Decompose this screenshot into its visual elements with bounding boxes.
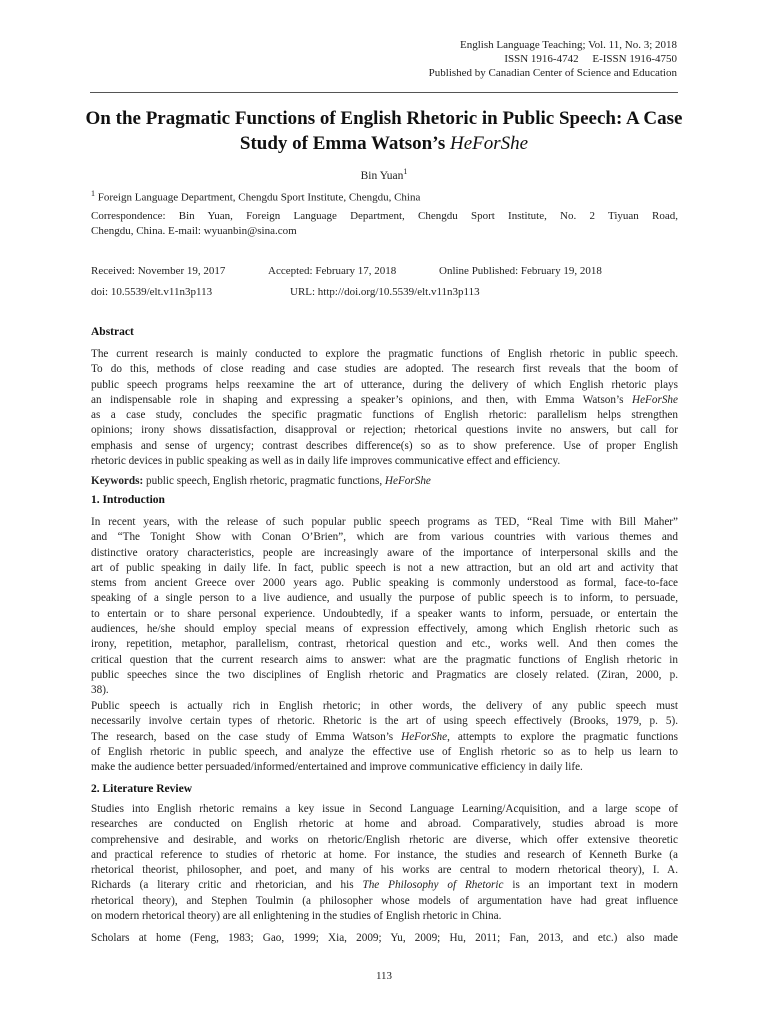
abstract-line: emphasis and sense of urgency; contrast describes difference(s) so as to show preference. Use of proper English xyxy=(91,439,678,452)
author-text: Bin Yuan xyxy=(360,169,404,182)
paragraph-line-text: , attempts to explore the pragmatic functions xyxy=(447,730,678,743)
publisher-line: Published by Canadian Center of Science and Education xyxy=(428,67,677,79)
journal-citation: English Language Teaching; Vol. 11, No. 3; 2018 xyxy=(460,39,677,51)
paragraph-line: on modern rhetorical theory) are all enlightening in the studies of English rhetoric in China. xyxy=(91,910,502,923)
paragraph-line: Public speech is actually rich in English rhetoric; in other words, the delivery of any public speech must xyxy=(91,700,678,712)
doi-text: doi: 10.5539/elt.v11n3p113 xyxy=(91,286,213,298)
header-rule xyxy=(90,92,678,93)
literature-paragraph-2 xyxy=(91,931,678,946)
abstract-heading: Abstract xyxy=(91,326,134,338)
paragraph-line: and practical reference to studies of rhetoric at home. For instance, the studies and research of Kenneth Burke (a xyxy=(91,848,678,861)
published-date: Online Published: February 19, 2018 xyxy=(439,265,602,277)
keywords-label: Keywords: xyxy=(91,475,144,487)
correspondence-line: Correspondence: Bin Yuan, Foreign Language Department, Chengdu Sport Institute, No. 2 Tiyuan Road, xyxy=(91,210,678,222)
paragraph-line: distinctive oratory characteristics, people are increasingly aware of the importance of interpersonal skills and the xyxy=(91,546,678,559)
paragraph-line: necessarily involve certain types of rhetoric. Rhetoric is the art of using speech effectively (Brooks, 1979, p. 5). xyxy=(91,715,678,728)
paragraph-line-text: The research, based on the case study of Emma Watson’s xyxy=(91,730,402,743)
abstract-body xyxy=(91,347,678,469)
affiliation xyxy=(91,186,678,206)
accepted-date: Accepted: February 17, 2018 xyxy=(268,265,397,277)
abstract-line: To do this, methods of close reading and case studies are adopted. The research first reveals that the boom of xyxy=(91,363,678,376)
paragraph-line: researches are conducted on English rhetoric at home and abroad. Comparatively, studies abroad is more xyxy=(91,818,678,831)
abstract-line: rhetoric devices in public speaking as well as in daily life improves communicative effect and efficiency. xyxy=(91,455,561,468)
paragraph-line xyxy=(91,730,678,745)
paragraph-line: rhetorical theorist, philosopher, and poet, and many of his works are central to modern rhetorical theory), I. A. xyxy=(91,864,678,877)
abstract-line: opinions; irony shows dissatisfaction, disapproval or rejection; rhetorical questions invite no answers, but call for xyxy=(91,424,678,437)
intro-paragraph-2 xyxy=(91,699,678,775)
abstract-line: The current research is mainly conducted to explore the pragmatic functions of English rhetoric in public speech. xyxy=(91,348,678,360)
paragraph-line: audiences, he/she should employ special means of expression effectively, among which English rhetoric such as xyxy=(91,623,678,636)
paragraph-line: of English rhetoric in public speech, and analyze the effective use of English rhetoric so as to help us learn to xyxy=(91,745,678,758)
paragraph-italic-term: HeForShe xyxy=(401,730,448,743)
abstract-line-text: an indispensable role in shaping and expressing a speaker’s opinions, and then, with Emma Watson’s xyxy=(91,393,633,406)
intro-paragraph-1 xyxy=(91,515,678,699)
abstract-line xyxy=(91,393,678,408)
literature-paragraph xyxy=(91,802,678,924)
author-sup: 1 xyxy=(403,167,408,176)
author-name xyxy=(0,167,768,182)
paragraph-line-text: Richards (a literary critic and rhetorician, and his xyxy=(91,879,363,892)
introduction-heading: 1. Introduction xyxy=(91,494,165,506)
affiliation-text: Foreign Language Department, Chengdu Sport Institute, Chengdu, China xyxy=(95,191,421,204)
abstract-italic-term: HeForShe xyxy=(632,393,678,406)
received-date: Received: November 19, 2017 xyxy=(91,265,226,277)
url-link[interactable]: URL: http://doi.org/10.5539/elt.v11n3p113 xyxy=(290,286,480,298)
keywords-italic: HeForShe xyxy=(384,475,431,487)
paragraph-line: speaking of a single person to a live audience, and usually the purpose of public speech is to inform, to persuade, xyxy=(91,592,678,605)
keywords xyxy=(91,475,431,487)
paragraph-line: comprehensive and desirable, and works on rhetoric/English rhetoric are diverse, which offer extensive theoretic xyxy=(91,833,678,846)
paragraph-line: public speeches since the two disciplines of English rhetoric and Pragmatics are closely related. (Ziran, 2000, p. xyxy=(91,668,678,681)
paragraph-line: Scholars at home (Feng, 1983; Gao, 1999; Xia, 2009; Yu, 2009; Hu, 2011; Fan, 2013, and etc.) also made xyxy=(91,932,678,944)
keywords-text: public speech, English rhetoric, pragmatic functions, xyxy=(143,475,385,487)
abstract-line: public speech programs helps reexamine the art of utterance, during the delivery of which English rhetoric plays xyxy=(91,378,678,391)
literature-review-heading: 2. Literature Review xyxy=(91,783,193,795)
paragraph-line: to entertain or to share personal experience. Undoubtedly, if a speaker wants to inform, persuade, or entertain the xyxy=(91,607,678,620)
paragraph-line: make the audience better persuaded/informed/entertained and improve communicative efficiency in daily life. xyxy=(91,761,583,774)
paragraph-line-text: is an important text in modern xyxy=(503,879,678,892)
affiliation-sup: 1 xyxy=(91,189,95,198)
issn-line: ISSN 1916-4742 E-ISSN 1916-4750 xyxy=(504,53,677,65)
paragraph-line: rhetorical theory), and Stephen Toulmin (a philosopher whose models of argumentation have had great influence xyxy=(91,894,678,907)
paragraph-line: art of public speaking in daily life. In fact, public speech is not a new attraction, but an old art and activity that xyxy=(91,561,678,574)
paragraph-line: irony, repetition, metaphor, parallelism, contrast, rhetorical question and etc., works well. And then comes the xyxy=(91,638,678,651)
paragraph-line: Studies into English rhetoric remains a key issue in Second Language Learning/Acquisition, and a large scope of xyxy=(91,803,678,815)
paragraph-line: critical question that the current research aims to answer: what are the pragmatic functions of English rhetoric in xyxy=(91,653,678,666)
paragraph-italic-term: The Philosophy of Rhetoric xyxy=(362,879,504,892)
correspondence xyxy=(91,209,678,240)
paragraph-line: stems from ancient Greece over 2000 years ago. Public speaking is commonly understood as formal, face-to-face xyxy=(91,577,678,590)
correspondence-line: Chengdu, China. E-mail: wyuanbin@sina.com xyxy=(91,225,297,238)
title-main: On the Pragmatic Functions of English Rhetoric in Public Speech: A Case Study of Emma Watson’s xyxy=(85,108,683,154)
abstract-line: as a case study, concludes the specific pragmatic functions of English rhetoric: parallelism helps strengthen xyxy=(91,409,678,422)
paragraph-line: and “The Tonight Show with Conan O’Brien”, which are from various countries with various themes and xyxy=(91,531,678,544)
paper-title xyxy=(80,106,688,156)
paragraph-line: In recent years, with the release of such popular public speech programs as TED, “Real Time with Bill Maher” xyxy=(91,516,678,528)
title-italic: HeForShe xyxy=(450,133,529,154)
paragraph-line xyxy=(91,878,678,893)
page-number: 113 xyxy=(375,970,393,982)
paragraph-line: 38). xyxy=(91,684,109,697)
